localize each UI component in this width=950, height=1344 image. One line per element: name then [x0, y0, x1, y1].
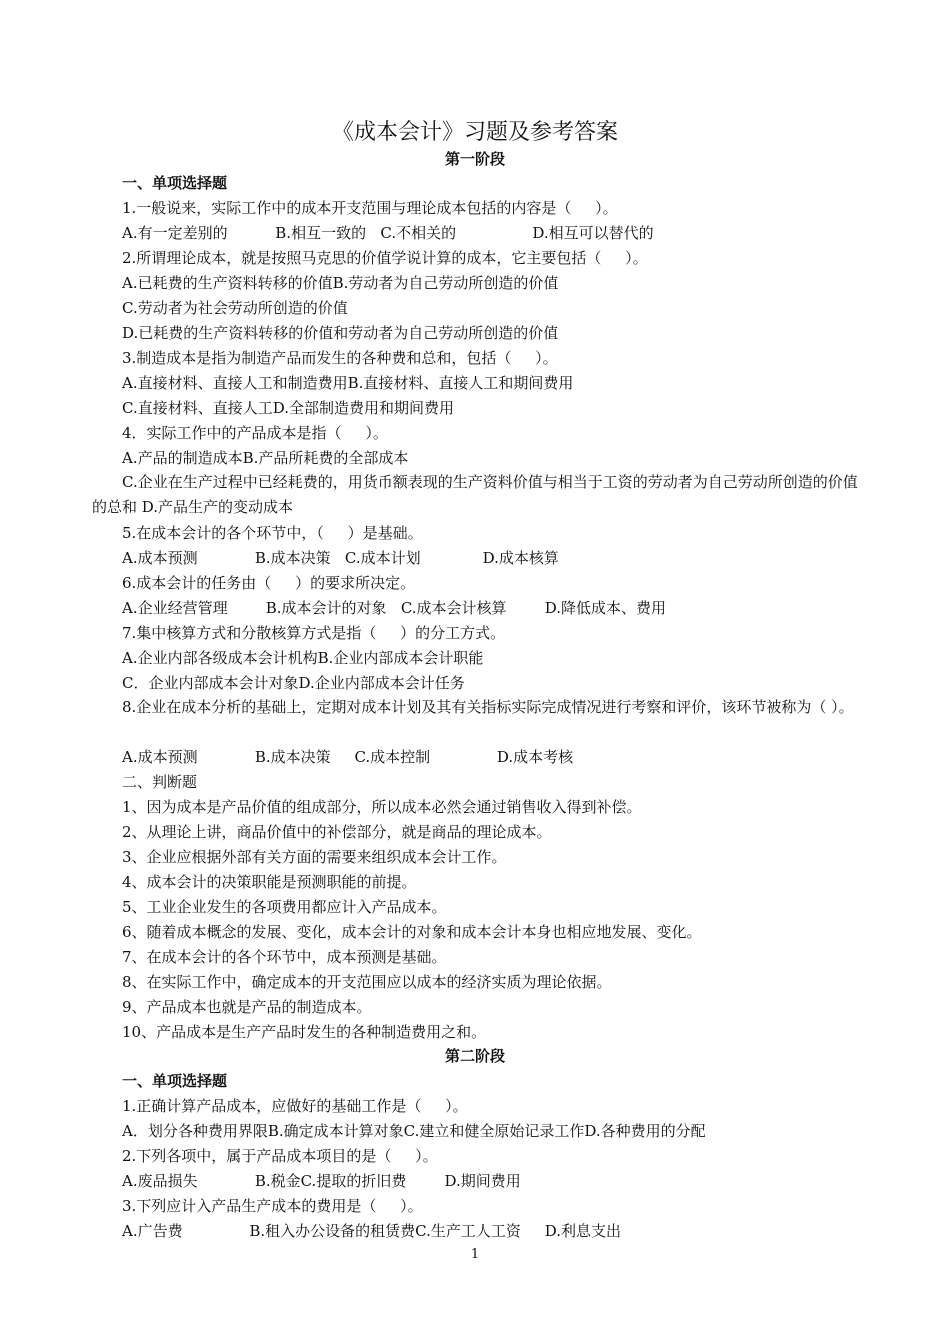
question-2-option-d: D.已耗费的生产资料转移的价值和劳动者为自己劳动所创造的价值	[122, 324, 559, 342]
judgement-item: 5、工业企业发生的各项费用都应计入产品成本。	[122, 898, 447, 916]
question-4-options-cd: C.企业在生产过程中已经耗费的，用货币额表现的生产资料价值与相当于工资的劳动者为自己劳动所创造的价值的总和 D.产品生产的变动成本	[92, 473, 858, 516]
judgement-item: 3、企业应根据外部有关方面的需要来组织成本会计工作。	[122, 848, 507, 866]
stage-2-question-3-options: A.广告费 B.租入办公设备的租赁费C.生产工人工资 D.利息支出	[122, 1222, 621, 1240]
stage-2-single-choice-heading: 一、单项选择题	[122, 1072, 228, 1090]
judgement-item: 10、产品成本是生产产品时发生的各种制造费用之和。	[122, 1023, 487, 1041]
stage-2-question-2: 2.下列各项中，属于产品成本项目的是（ ）。	[122, 1147, 438, 1165]
question-2: 2.所谓理论成本，就是按照马克思的价值学说计算的成本，它主要包括（ ）。	[122, 249, 648, 267]
stage-2-question-2-options: A.废品损失 B.税金C.提取的折旧费 D.期间费用	[122, 1172, 521, 1190]
stage-1-title: 第一阶段	[444, 150, 505, 168]
question-2-option-c: C.劳动者为社会劳动所创造的价值	[122, 299, 348, 317]
question-7-options-cd: C．企业内部成本会计对象D.企业内部成本会计任务	[122, 674, 465, 692]
stage-2-question-1-options: A．划分各种费用界限B.确定成本计算对象C.建立和健全原始记录工作D.各种费用的分配	[122, 1122, 706, 1140]
judgement-item: 7、在成本会计的各个环节中，成本预测是基础。	[122, 948, 447, 966]
question-6: 6.成本会计的任务由（ ）的要求所决定。	[122, 574, 416, 592]
judgement-item: 4、成本会计的决策职能是预测职能的前提。	[122, 873, 417, 891]
judgement-item: 1、因为成本是产品价值的组成部分，所以成本必然会通过销售收入得到补偿。	[122, 798, 642, 816]
document-title: 《成本会计》习题及参考答案	[331, 120, 618, 145]
judgement-item: 8、在实际工作中，确定成本的开支范围应以成本的经济实质为理论依据。	[122, 973, 612, 991]
question-7-options-ab: A.企业内部各级成本会计机构B.企业内部成本会计职能	[122, 649, 484, 667]
question-5: 5.在成本会计的各个环节中，（ ）是基础。	[122, 524, 423, 542]
question-7: 7.集中核算方式和分散核算方式是指（ ）的分工方式。	[122, 624, 506, 642]
question-4-options-ab: A.产品的制造成本B.产品所耗费的全部成本	[122, 449, 409, 467]
stage-2-question-3: 3.下列应计入产品生产成本的费用是（ ）。	[122, 1197, 423, 1215]
question-6-options: A.企业经营管理 B.成本会计的对象 C.成本会计核算 D.降低成本、费用	[122, 599, 666, 617]
question-3-options-cd: C.直接材料、直接人工D.全部制造费用和期间费用	[122, 399, 454, 417]
question-3: 3.制造成本是指为制造产品而发生的各种费和总和，包括（ ）。	[122, 349, 558, 367]
question-1-options: A.有一定差别的 B.相互一致的 C.不相关的 D.相互可以替代的	[122, 224, 654, 242]
judgement-item: 6、随着成本概念的发展、变化，成本会计的对象和成本会计本身也相应地发展、变化。	[122, 923, 702, 941]
question-8: 8.企业在成本分析的基础上，定期对成本计划及其有关指标实际完成情况进行考察和评价，该环节被称为（ ）。	[122, 698, 854, 716]
stage-1-single-choice-heading: 一、单项选择题	[122, 174, 228, 192]
judgement-heading: 二、判断题	[122, 773, 198, 791]
question-1: 1.一般说来，实际工作中的成本开支范围与理论成本包括的内容是（ ）。	[122, 199, 618, 217]
question-3-options-ab: A.直接材料、直接人工和制造费用B.直接材料、直接人工和期间费用	[122, 374, 574, 392]
judgement-item: 9、产品成本也就是产品的制造成本。	[122, 998, 372, 1016]
question-2-options-ab: A.已耗费的生产资料转移的价值B.劳动者为自己劳动所创造的价值	[122, 274, 559, 292]
stage-2-title: 第二阶段	[444, 1047, 505, 1065]
question-5-options: A.成本预测 B.成本决策 C.成本计划 D.成本核算	[122, 549, 559, 567]
stage-2-question-1: 1.正确计算产品成本，应做好的基础工作是（ ）。	[122, 1097, 468, 1115]
page-number: 1	[470, 1247, 480, 1262]
judgement-item: 2、从理论上讲，商品价值中的补偿部分，就是商品的理论成本。	[122, 823, 552, 841]
question-4: 4．实际工作中的产品成本是指（ ）。	[122, 424, 388, 442]
question-8-options: A.成本预测 B.成本决策 C.成本控制 D.成本考核	[122, 748, 574, 766]
